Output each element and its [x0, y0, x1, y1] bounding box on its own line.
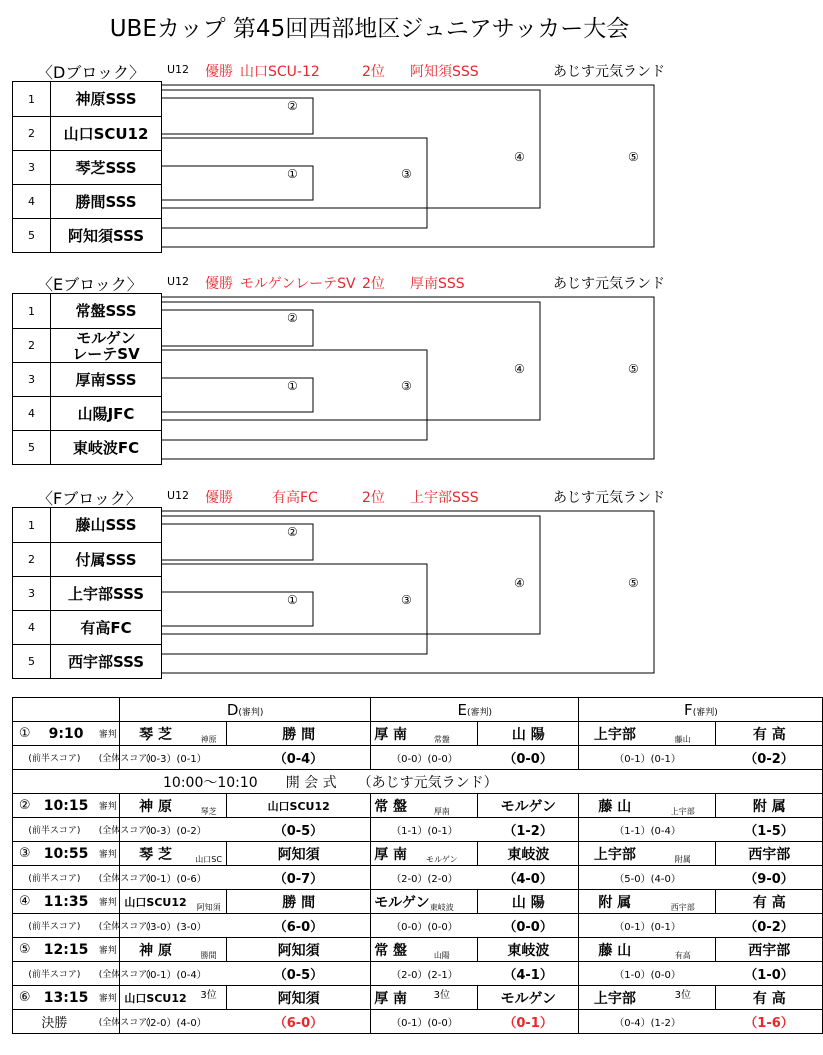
team-a: 山口SCU12 — [120, 986, 191, 1010]
team-b: 有 高 — [716, 890, 823, 914]
half-scores: （2-0）(2-1） — [371, 962, 478, 986]
team-a: 琴 芝 — [120, 842, 191, 866]
referee-team: 附属 — [650, 842, 715, 866]
total-score: （6-0） — [227, 914, 371, 938]
block-name: 〈Dブロック〉 — [37, 63, 146, 82]
team-a: 山口SCU12 — [120, 890, 191, 914]
page-title: UBEカップ 第45回西部地区ジュニアサッカー大会 — [109, 16, 630, 42]
team-number: 4 — [13, 397, 51, 430]
team-a: 厚 南 — [371, 842, 407, 866]
winner-team: 有高FC — [272, 490, 318, 506]
match-row — [13, 722, 823, 746]
half-scores: （2-0）(4-0） — [120, 1010, 227, 1034]
team-b: 西宇部 — [716, 842, 823, 866]
team-a: 附 属 — [579, 890, 650, 914]
team-number: 4 — [13, 185, 51, 218]
half-scores: （0-3）(0-2） — [120, 818, 227, 842]
winner-label: 優勝 — [205, 490, 233, 506]
referee-label: 審判 — [96, 890, 120, 914]
half-scores: （5-0）(4-0） — [579, 866, 716, 890]
total-score-label: (全体スコア) — [96, 866, 120, 890]
team-name: 勝間SSS — [75, 192, 137, 211]
match-3-marker: ③ — [401, 167, 412, 181]
team-number: 1 — [13, 508, 51, 542]
header-blank — [13, 698, 120, 722]
second-team: 厚南SSS — [410, 276, 465, 292]
referee-label: 審判 — [96, 938, 120, 962]
total-score: （0-2） — [716, 746, 823, 770]
team-number: 1 — [13, 82, 51, 116]
half-scores: （0-1）(0-0） — [371, 1010, 478, 1034]
half-scores: （0-1）(0-6） — [120, 866, 227, 890]
match-1-marker: ① — [287, 379, 298, 393]
match-row — [13, 938, 823, 962]
half-scores: （3-0）(3-0） — [120, 914, 227, 938]
referee-team: 3位 — [650, 986, 715, 1010]
match-5-marker: ⑤ — [628, 150, 639, 164]
winner-label: 優勝 — [205, 64, 233, 80]
half-scores: （1-1）(0-4） — [579, 818, 716, 842]
block-letter: E — [457, 700, 468, 719]
total-score-label: (全体スコア) — [96, 914, 120, 938]
team-name: 神原SSS — [75, 90, 137, 108]
block-category: U12 — [167, 489, 190, 502]
team-name: モルゲン レーテSV — [72, 328, 140, 363]
match-row — [13, 986, 823, 1010]
total-score: （4-1） — [478, 962, 579, 986]
team-name: 有高FC — [80, 618, 132, 637]
referee-team: 神原 — [191, 722, 227, 746]
team-b: 西宇部 — [716, 938, 823, 962]
half-score-label: (前半スコア) — [13, 818, 96, 842]
team-a: 上宇部 — [579, 842, 650, 866]
referee-team: 阿知須 — [191, 890, 227, 914]
team-a: 神 原 — [120, 794, 191, 818]
total-score: （0-2） — [716, 914, 823, 938]
referee-team: 西宇部 — [650, 890, 715, 914]
referee-team: 藤山 — [650, 722, 715, 746]
second-label: 2位 — [362, 276, 385, 292]
total-score: （1-0） — [716, 962, 823, 986]
winner-team: モルゲンレーテSV — [240, 276, 356, 292]
results-table — [12, 697, 823, 1034]
match-4-marker: ④ — [514, 576, 525, 590]
half-score-label: 決勝 — [13, 1010, 96, 1034]
score-row — [13, 914, 823, 938]
match-row — [13, 794, 823, 818]
referee-team: 勝間 — [191, 938, 227, 962]
team-number: 5 — [13, 431, 51, 464]
total-score: （9-0） — [716, 866, 823, 890]
block-header — [579, 698, 823, 722]
match-time: 9:10 — [36, 722, 96, 746]
half-score-label: (前半スコア) — [13, 914, 96, 938]
second-label: 2位 — [362, 490, 385, 506]
team-a: 藤 山 — [579, 794, 650, 818]
block-name: 〈Eブロック〉 — [37, 275, 143, 294]
score-row — [13, 746, 823, 770]
total-score: （0-5） — [227, 962, 371, 986]
referee-team: 山陽 — [406, 938, 477, 962]
half-scores: （0-0）(0-0） — [371, 914, 478, 938]
venue-label: あじす元気ランド — [553, 64, 665, 80]
block-header — [371, 698, 579, 722]
referee-team: 3位 — [406, 986, 477, 1010]
match-number: ③ — [13, 842, 37, 866]
team-b: 有 高 — [716, 986, 823, 1010]
team-b: 有 高 — [716, 722, 823, 746]
match-time: 13:15 — [36, 986, 96, 1010]
half-scores: （0-1）(0-1） — [579, 914, 716, 938]
team-a: 藤 山 — [579, 938, 650, 962]
winner-label: 優勝 — [205, 276, 233, 292]
referee-label: 審判 — [96, 986, 120, 1010]
referee-label: 審判 — [96, 722, 120, 746]
team-b: 阿知須 — [227, 938, 371, 962]
total-score: （0-7） — [227, 866, 371, 890]
team-b: モルゲン — [478, 986, 579, 1010]
referee-team: 上宇部 — [650, 794, 715, 818]
match-4-marker: ④ — [514, 150, 525, 164]
half-score-label: (前半スコア) — [13, 866, 96, 890]
team-a: 常 盤 — [371, 938, 407, 962]
block-letter: D — [226, 700, 239, 719]
team-b: 山 陽 — [478, 890, 579, 914]
match-number: ④ — [13, 890, 37, 914]
match-1-marker: ① — [287, 593, 298, 607]
team-a: 厚 南 — [371, 722, 407, 746]
team-name: 阿知須SSS — [67, 226, 145, 245]
referee-team: 琴芝 — [191, 794, 227, 818]
team-b: 勝 間 — [227, 890, 371, 914]
half-scores: （0-1）(0-4） — [120, 962, 227, 986]
venue-label: あじす元気ランド — [553, 276, 665, 292]
half-scores: （2-0）(2-0） — [371, 866, 478, 890]
score-row — [13, 962, 823, 986]
team-number: 5 — [13, 645, 51, 678]
referee-team: 有高 — [650, 938, 715, 962]
team-number: 3 — [13, 363, 51, 396]
team-b: 山口SCU12 — [227, 794, 371, 818]
results-header-row — [13, 698, 823, 722]
block-category: U12 — [167, 275, 190, 288]
match-2-marker: ② — [287, 525, 298, 539]
half-scores: （1-0）(0-0） — [579, 962, 716, 986]
team-name: 上宇部SSS — [67, 584, 145, 603]
referee-team: 厚南 — [406, 794, 477, 818]
score-row — [13, 866, 823, 890]
total-score: （4-0） — [478, 866, 579, 890]
team-a: 厚 南 — [371, 986, 407, 1010]
opening-ceremony: 10:00～10:10 開 会 式 （あじす元気ランド） — [13, 770, 823, 794]
team-number: 4 — [13, 611, 51, 644]
team-a: 神 原 — [120, 938, 191, 962]
team-b: 阿知須 — [227, 842, 371, 866]
block-category: U12 — [167, 63, 190, 76]
total-score: （6-0） — [227, 1010, 371, 1034]
match-time: 10:55 — [36, 842, 96, 866]
total-score-label: (全体スコア) — [96, 818, 120, 842]
half-scores: （0-3）(0-1） — [120, 746, 227, 770]
team-number: 5 — [13, 219, 51, 252]
team-b: 勝 間 — [227, 722, 371, 746]
referee-team: 3位 — [191, 986, 227, 1010]
block-name: 〈Fブロック〉 — [37, 489, 142, 508]
team-b: モルゲン — [478, 794, 579, 818]
match-time: 11:35 — [36, 890, 96, 914]
match-4-marker: ④ — [514, 362, 525, 376]
team-a: 常 盤 — [371, 794, 407, 818]
team-b: 東岐波 — [478, 842, 579, 866]
match-number: ① — [13, 722, 37, 746]
half-scores: （0-0）(0-0） — [371, 746, 478, 770]
half-score-label: (前半スコア) — [13, 746, 96, 770]
referee-label: 審判 — [96, 794, 120, 818]
total-score: （0-1） — [478, 1010, 579, 1034]
second-team: 上宇部SSS — [410, 490, 479, 506]
match-5-marker: ⑤ — [628, 576, 639, 590]
referee-label: 審判 — [96, 842, 120, 866]
referee-note: (審判) — [467, 707, 493, 718]
total-score: （0-0） — [478, 746, 579, 770]
total-score: （1-2） — [478, 818, 579, 842]
team-name: 厚南SSS — [75, 370, 137, 389]
total-score-label: (全体スコア) — [96, 746, 120, 770]
total-score-label: (全体スコア) — [96, 1010, 120, 1034]
team-name: 山陽JFC — [77, 404, 135, 423]
team-name: 付属SSS — [75, 550, 137, 569]
team-number: 1 — [13, 294, 51, 328]
score-row — [13, 818, 823, 842]
referee-team: 山口SC — [191, 842, 227, 866]
match-5-marker: ⑤ — [628, 362, 639, 376]
team-b: 山 陽 — [478, 722, 579, 746]
referee-note: (審判) — [692, 707, 718, 718]
second-team: 阿知須SSS — [410, 64, 479, 80]
half-scores: （0-1）(0-1） — [579, 746, 716, 770]
team-number: 3 — [13, 151, 51, 184]
total-score: （0-0） — [478, 914, 579, 938]
block-letter: F — [684, 700, 693, 719]
team-name: 東岐波FC — [72, 438, 140, 457]
team-number: 3 — [13, 577, 51, 610]
team-name: 藤山SSS — [75, 516, 137, 534]
block-header — [120, 698, 371, 722]
match-2-marker: ② — [287, 99, 298, 113]
team-name: 山口SCU12 — [63, 124, 149, 143]
half-scores: （1-1）(0-1） — [371, 818, 478, 842]
team-b: 附 属 — [716, 794, 823, 818]
team-name: 常盤SSS — [75, 302, 137, 320]
team-number: 2 — [13, 117, 51, 150]
match-time: 12:15 — [36, 938, 96, 962]
team-name: 西宇部SSS — [67, 652, 145, 671]
half-scores: （0-4）(1-2） — [579, 1010, 716, 1034]
match-number: ② — [13, 794, 37, 818]
match-time: 10:15 — [36, 794, 96, 818]
team-a: 上宇部 — [579, 986, 650, 1010]
team-a: 琴 芝 — [120, 722, 191, 746]
referee-note: (審判) — [238, 707, 264, 718]
team-number: 2 — [13, 543, 51, 576]
match-row — [13, 890, 823, 914]
ceremony-row — [13, 770, 823, 794]
team-b: 東岐波 — [478, 938, 579, 962]
score-row — [13, 1010, 823, 1034]
total-score: （0-4） — [227, 746, 371, 770]
half-score-label: (前半スコア) — [13, 962, 96, 986]
team-b: 阿知須 — [227, 986, 371, 1010]
match-3-marker: ③ — [401, 379, 412, 393]
second-label: 2位 — [362, 64, 385, 80]
winner-team: 山口SCU-12 — [240, 64, 320, 80]
total-score: （0-5） — [227, 818, 371, 842]
team-name: 琴芝SSS — [75, 158, 137, 177]
match-1-marker: ① — [287, 167, 298, 181]
referee-team: モルゲン — [406, 842, 477, 866]
total-score: （1-5） — [716, 818, 823, 842]
total-score-label: (全体スコア) — [96, 962, 120, 986]
referee-team: 東岐波 — [406, 890, 477, 914]
match-row — [13, 842, 823, 866]
match-2-marker: ② — [287, 311, 298, 325]
referee-team: 常盤 — [406, 722, 477, 746]
team-a: 上宇部 — [579, 722, 650, 746]
total-score: （1-6） — [716, 1010, 823, 1034]
match-3-marker: ③ — [401, 593, 412, 607]
team-a: モルゲン — [371, 890, 407, 914]
match-number: ⑥ — [13, 986, 37, 1010]
match-number: ⑤ — [13, 938, 37, 962]
venue-label: あじす元気ランド — [553, 490, 665, 506]
team-number: 2 — [13, 329, 51, 362]
